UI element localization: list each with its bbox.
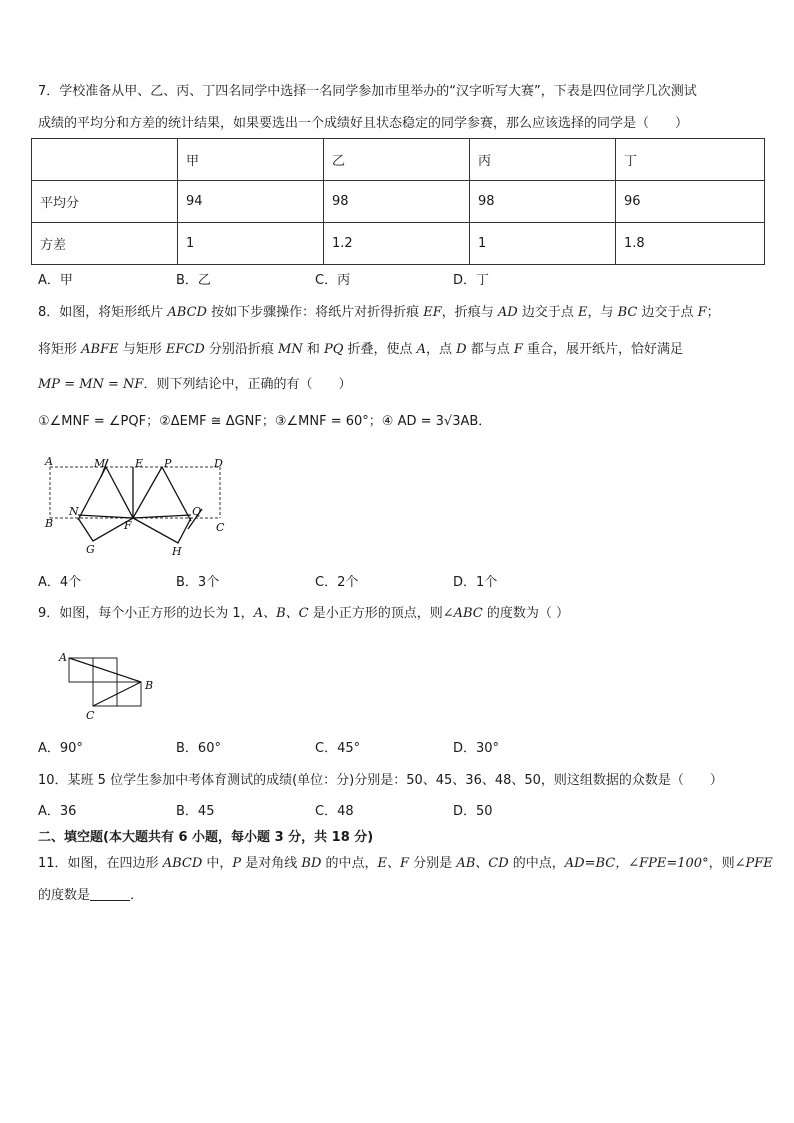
option-a[interactable]: A．4个 — [38, 575, 82, 590]
figure-label: N — [69, 505, 79, 518]
q7-text-line1: 7．学校准备从甲、乙、丙、丁四名同学中选择一名同学参加市里举办的“汉字听写大赛”，下表是四位同学几次测试 — [38, 84, 697, 99]
figure-label: D — [214, 457, 223, 470]
q9-options — [38, 739, 738, 759]
option-a[interactable]: A．90° — [38, 741, 83, 756]
q9-text: 9．如图，每个小正方形的边长为 1，A、B、C 是小正方形的顶点，则∠ABC 的度数为（ ） — [38, 606, 570, 621]
figure-label: B — [45, 517, 54, 530]
q8-rectangle-fold-figure — [38, 455, 238, 565]
table-cell — [32, 139, 178, 181]
crease-pq — [162, 467, 191, 521]
q8-text-line1: 8．如图，将矩形纸片 ABCD 按如下步骤操作：将纸片对折得折痕 EF，折痕与 AD 边交于点 E，与 BC 边交于点 F； — [38, 305, 720, 320]
option-b[interactable]: B．60° — [176, 741, 221, 756]
option-d[interactable]: D．50 — [453, 804, 493, 819]
q7-text-line2: 成绩的平均分和方差的统计结果，如果要选出一个成绩好且状态稳定的同学参赛，那么应该选择的同学是（ ） — [38, 116, 689, 131]
q10-text: 10．某班 5 位学生参加中考体育测试的成绩(单位：分)分别是：50、45、36、48、50，则这组数据的众数是（ ） — [38, 773, 723, 788]
crease-mn — [78, 467, 106, 520]
table-cell: 丙 — [470, 139, 616, 181]
table-cell: 方差 — [32, 223, 178, 265]
option-c[interactable]: C．2个 — [315, 575, 359, 590]
option-a[interactable]: A．36 — [38, 804, 77, 819]
table-cell: 乙 — [324, 139, 470, 181]
q8-text-line2: 将矩形 ABFE 与矩形 EFCD 分别沿折痕 MN 和 PQ 折叠，使点 A，点 D 都与点 F 重合，展开纸片，恰好满足 — [38, 342, 684, 357]
section-title: 二、填空题(本大题共有 6 小题，每小题 3 分，共 18 分) — [38, 830, 374, 845]
table-cell: 平均分 — [32, 181, 178, 223]
figure-label: A — [45, 455, 53, 468]
seg-pf — [133, 467, 162, 518]
figure-label: E — [135, 457, 144, 470]
q11-text-line2: 的度数是 ． — [38, 888, 144, 903]
figure-label: F — [124, 519, 132, 532]
q7-options — [38, 271, 738, 291]
table-cell: 甲 — [178, 139, 324, 181]
table-row — [32, 223, 765, 265]
figure-label: Q — [192, 505, 202, 518]
q8-options — [38, 573, 738, 593]
table-cell: 1 — [470, 223, 616, 265]
option-d[interactable]: D．30° — [453, 741, 500, 756]
option-a[interactable]: A．甲 — [38, 273, 73, 288]
q8-conclusions: ①∠MNF = ∠PQF；②ΔEMF ≅ ΔGNF；③∠MNF = 60°；④ AD = 3√3AB． — [38, 414, 492, 429]
option-c[interactable]: C．48 — [315, 804, 354, 819]
grid-square — [117, 682, 141, 706]
figure-label: H — [172, 545, 182, 558]
option-d[interactable]: D．1个 — [453, 575, 498, 590]
figure-label: C — [216, 521, 225, 534]
q8-text-line3: MP = MN = NF．则下列结论中，正确的有（ ） — [38, 377, 352, 392]
figure-label: M — [94, 457, 106, 470]
option-b[interactable]: B．3个 — [176, 575, 220, 590]
option-b[interactable]: B．45 — [176, 804, 215, 819]
figure-label: P — [164, 457, 172, 470]
figure-label: G — [86, 543, 95, 556]
option-c[interactable]: C．45° — [315, 741, 361, 756]
figure-label: C — [86, 709, 95, 722]
segment-ab — [69, 658, 141, 682]
option-c[interactable]: C．丙 — [315, 273, 351, 288]
table-cell: 94 — [178, 181, 324, 223]
figure-label: B — [145, 679, 154, 692]
table-row — [32, 181, 765, 223]
grid-square — [93, 682, 117, 706]
table-cell: 1.2 — [324, 223, 470, 265]
figure-label: A — [59, 651, 67, 664]
table-cell: 98 — [470, 181, 616, 223]
flap-h — [133, 518, 191, 543]
table-cell: 96 — [616, 181, 765, 223]
seg-mf — [106, 467, 133, 518]
option-d[interactable]: D．丁 — [453, 273, 490, 288]
table-cell: 丁 — [616, 139, 765, 181]
q10-options — [38, 802, 738, 822]
q7-stats-table — [31, 138, 765, 265]
table-header-row — [32, 139, 765, 181]
answer-blank[interactable] — [90, 886, 130, 901]
q11-text-line1: 11．如图，在四边形 ABCD 中，P 是对角线 BD 的中点，E、F 分别是 AB、CD 的中点，AD=BC，∠FPE=100°，则∠PFE — [38, 856, 773, 871]
option-b[interactable]: B．乙 — [176, 273, 211, 288]
q9-grid-figure — [55, 648, 165, 723]
table-cell: 1 — [178, 223, 324, 265]
table-cell: 1.8 — [616, 223, 765, 265]
table-cell: 98 — [324, 181, 470, 223]
